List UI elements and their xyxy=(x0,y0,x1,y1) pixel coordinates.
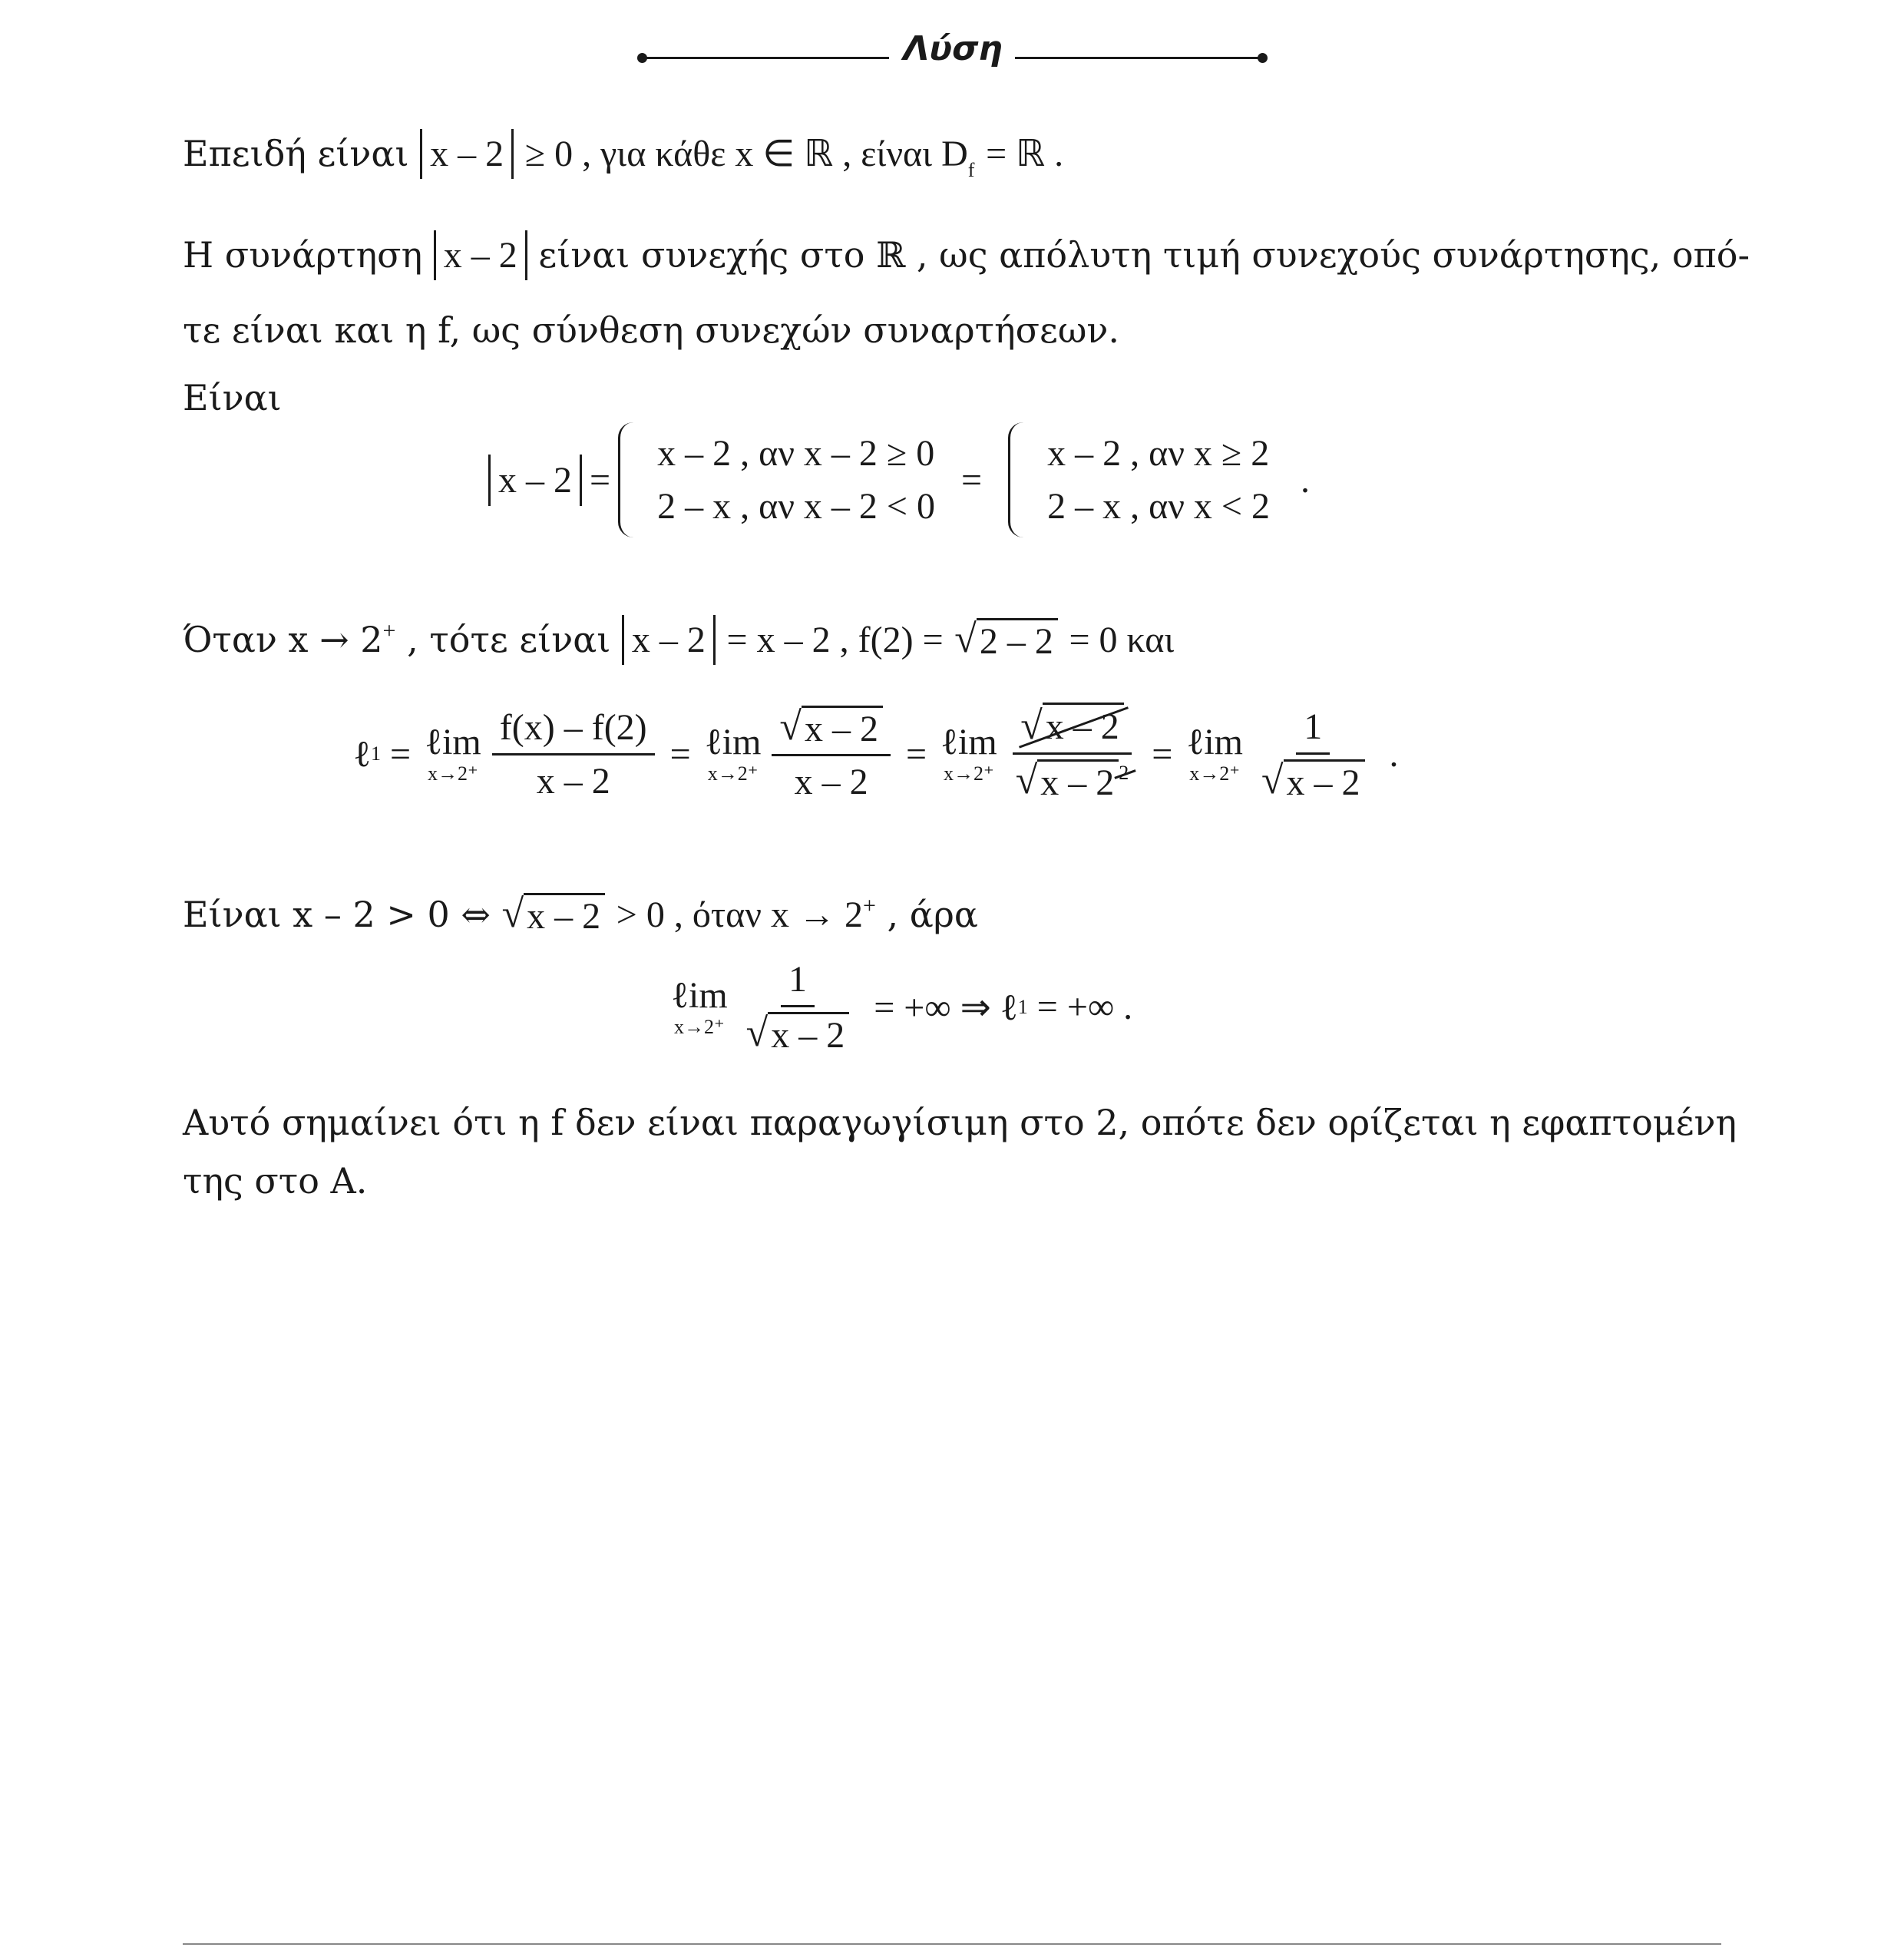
superscript: + xyxy=(382,618,396,643)
text: = +∞ . xyxy=(1036,987,1133,1027)
text: Επειδή είναι xyxy=(183,133,409,174)
sqrt-icon: √ xyxy=(501,892,524,936)
abs-expression: x – 2 xyxy=(420,129,514,179)
paragraph-continuity-line1 xyxy=(183,232,1750,279)
heading-rule-left xyxy=(642,57,889,59)
text: είναι συνεχής στο ℝ , ως απόλυτη τιμή συνεχούς συνάρτησης, οπό- xyxy=(538,234,1750,276)
paragraph-conclusion-line1: Αυτό σημαίνει ότι η f δεν είναι παραγωγίσιμη στο 2, οπότε δεν ορίζεται η εφαπτομένη xyxy=(183,1102,1737,1143)
case-row: x – 2 , αν x ≥ 2 xyxy=(1047,433,1270,474)
paragraph-continuity-line2: τε είναι και η f, ως σύνθεση συνεχών συναρτήσεων. xyxy=(183,309,1119,351)
equation-infinite-limit xyxy=(666,958,1132,1056)
abs-expression: x – 2 xyxy=(622,615,716,665)
cancelled-sqrt: √x – 2 xyxy=(1020,705,1124,748)
limit-operator: ℓim x→2⁺ xyxy=(671,974,728,1038)
subscript: f xyxy=(967,159,975,181)
paragraph-right-limit xyxy=(183,608,1174,663)
sqrt-expression: √ 2 – 2 xyxy=(954,618,1058,662)
equation-limit-chain xyxy=(353,705,1399,803)
fraction: √ x – 2 x – 2 xyxy=(772,706,891,803)
text: = +∞ ⇒ ℓ xyxy=(874,987,1018,1028)
footer-rule xyxy=(183,1943,1721,1945)
cases-left xyxy=(618,422,935,537)
ell-symbol: ℓ xyxy=(353,733,371,775)
paragraph-conclusion-line2: της στο Α. xyxy=(183,1160,368,1202)
left-brace-icon xyxy=(618,422,640,537)
text: = x – 2 , f(2) = xyxy=(726,620,944,660)
abs-expression: x – 2 xyxy=(434,230,527,280)
equals: = xyxy=(590,459,611,501)
text: ≥ 0 , για κάθε x ∈ ℝ , είναι D xyxy=(524,134,968,174)
equals: = xyxy=(1152,733,1173,775)
fraction: $\frac{f(x) - f(2)}{x - 2}$ xyxy=(492,706,655,802)
case-row: 2 – x , αν x < 2 xyxy=(1047,486,1270,527)
section-heading xyxy=(0,29,1904,83)
cases-right xyxy=(1008,422,1270,537)
text: Είναι x – 2 > 0 ⇔ xyxy=(183,894,491,935)
limit-operator: ℓim x→2⁺ xyxy=(704,722,762,785)
fraction: √x – 2 √ x – 2 2 xyxy=(1008,705,1137,803)
text: , άρα xyxy=(887,894,978,935)
heading-dot-right xyxy=(1258,53,1268,63)
period: . xyxy=(1389,733,1399,775)
text: = 0 και xyxy=(1069,620,1175,660)
text: , τότε είναι xyxy=(407,619,611,660)
paragraph-domain xyxy=(183,131,1063,193)
equation-abs-cases xyxy=(488,422,1310,537)
subscript: 1 xyxy=(1017,995,1028,1018)
period: . xyxy=(1301,459,1310,501)
text: = ℝ . xyxy=(986,134,1064,174)
limit-operator: ℓim x→2⁺ xyxy=(425,722,481,785)
text: > 0 , όταν x → 2 xyxy=(616,894,863,935)
limit-operator: ℓim x→2⁺ xyxy=(940,722,997,785)
text: Όταν x → 2 xyxy=(183,619,383,660)
sqrt-icon: √ xyxy=(954,617,977,661)
sqrt-icon: √ xyxy=(779,704,802,749)
superscript: + xyxy=(863,893,876,918)
heading-rule-right xyxy=(1015,57,1262,59)
fraction: 1 √ x – 2 xyxy=(1254,706,1373,803)
cancelled-exponent: 2 xyxy=(1119,762,1129,784)
sqrt-icon: √ xyxy=(1015,759,1038,802)
case-row: x – 2 , αν x – 2 ≥ 0 xyxy=(657,433,935,474)
sqrt-icon: √ xyxy=(1020,704,1043,748)
equals: = xyxy=(961,459,983,501)
equals: = xyxy=(390,733,412,775)
paragraph-sign xyxy=(183,883,978,938)
heading-title: Λύση xyxy=(903,29,1003,68)
equals: = xyxy=(905,733,927,775)
sqrt-icon: √ xyxy=(1261,758,1284,802)
limit-operator: ℓim x→2⁺ xyxy=(1186,722,1243,785)
sqrt-expression: √ x – 2 xyxy=(502,893,606,937)
sqrt-icon: √ xyxy=(745,1011,769,1055)
text: Η συνάρτηση xyxy=(183,234,423,276)
subscript: 1 xyxy=(371,742,381,765)
left-brace-icon xyxy=(1008,422,1030,537)
equals: = xyxy=(669,733,691,775)
paragraph-einai: Είναι xyxy=(183,377,282,418)
fraction: 1 √ x – 2 xyxy=(739,958,858,1056)
case-row: 2 – x , αν x – 2 < 0 xyxy=(657,486,935,527)
abs-expression: x – 2 xyxy=(488,455,582,506)
